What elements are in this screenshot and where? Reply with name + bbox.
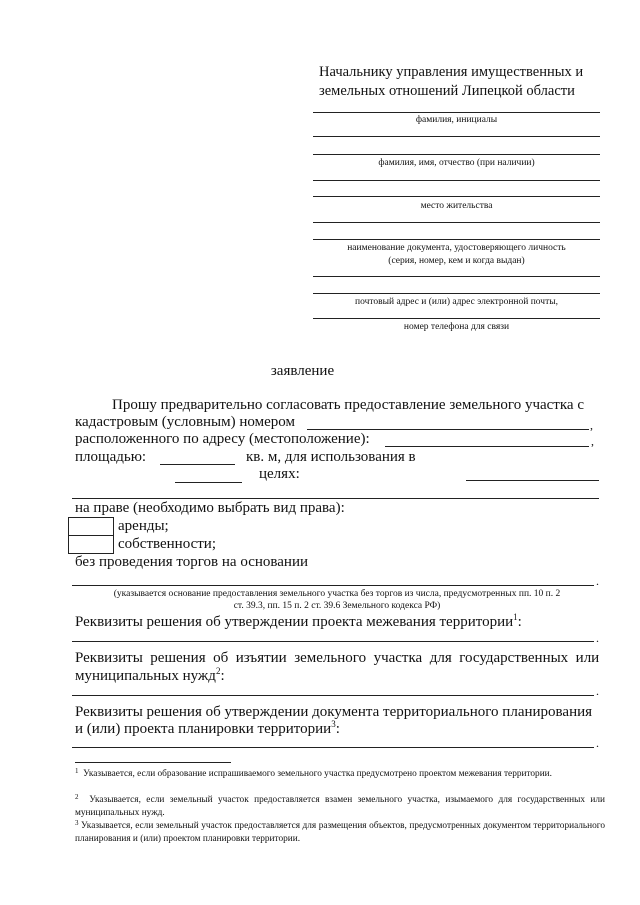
fill-line[interactable] (313, 136, 600, 137)
footnote-1 (75, 768, 605, 781)
period-mark: . (596, 631, 599, 645)
lease-checkbox[interactable] (68, 517, 114, 536)
id-document-line[interactable] (313, 239, 600, 240)
area-label: площадью: (75, 449, 147, 465)
cadastral-label: кадастровым (условным) номером (75, 414, 295, 430)
document-title: заявление (270, 363, 335, 379)
footnote-marker-2: 2 (75, 793, 79, 801)
requisites-seizure-text: муниципальных нужд (75, 668, 216, 684)
footnote-ref-3: 3 (331, 719, 336, 729)
purpose-label: целях: (259, 466, 300, 482)
address-field[interactable] (385, 446, 589, 447)
survey-requisites-field[interactable] (72, 641, 594, 642)
requisites-planning-line-1: Реквизиты решения об утверждении документа территориального планирования (75, 704, 593, 720)
colon-mark: : (220, 668, 225, 684)
seizure-requisites-field[interactable] (72, 695, 594, 696)
fill-line[interactable] (313, 222, 600, 223)
footnote-3 (75, 820, 605, 846)
postal-address-line[interactable] (313, 293, 600, 294)
footnote-1-text: Указывается, если образование испрашиваемого земельного участка предусмотрено проектом межевания территории. (83, 769, 552, 779)
planning-requisites-field[interactable] (72, 747, 594, 748)
purpose-field[interactable] (466, 480, 599, 481)
area-units: кв. м, для использования в (246, 449, 416, 465)
comma-mark: , (591, 434, 594, 448)
footnote-marker-1: 1 (75, 767, 79, 775)
caption-id-document-details: (серия, номер, кем и когда выдан) (388, 256, 525, 266)
ownership-option-label: собственности; (118, 536, 216, 552)
period-mark: . (596, 736, 599, 750)
period-mark: . (596, 684, 599, 698)
footnote-3-text: Указывается, если земельный участок предоставляется для размещения объектов, предусмотренных документом территориального планирования и (или) проектом планировки территории. (75, 821, 606, 844)
address-label: расположенного по адресу (местоположение): (75, 431, 370, 447)
area-field-continued[interactable] (175, 482, 242, 483)
requisites-planning-text: и (или) проекта планировки территории (75, 721, 332, 737)
caption-postal-email: почтовый адрес и (или) адрес электронной почты, (354, 297, 558, 307)
addressee-line-1: Начальнику управления имущественных и (319, 64, 584, 80)
phone-line[interactable] (313, 318, 600, 319)
addressee (319, 63, 609, 101)
requisites-seizure-line-2 (75, 668, 225, 685)
requisites-seizure-line-1: Реквизиты решения об изъятии земельного участка для государственных или (75, 650, 600, 666)
right-type-label: на праве (необходимо выбрать вид права): (75, 500, 345, 516)
fill-line[interactable] (313, 276, 600, 277)
addressee-line-2: земельных отношений Липецкой области (319, 83, 575, 99)
caption-surname-initials: фамилия, инициалы (415, 115, 498, 125)
footnote-separator (75, 762, 231, 763)
requisites-survey-text: Реквизиты решения об утверждении проекта межевания территории (75, 614, 514, 630)
footnote-2-text: Указывается, если земельный участок предоставляется взамен земельного участка, изымаемого для государственных или муниципальных нужд. (75, 795, 605, 818)
basis-note-line-2: ст. 39.3, пп. 15 п. 2 ст. 39.6 Земельного кодекса РФ) (233, 601, 441, 611)
footnote-2 (75, 794, 605, 820)
no-tender-label: без проведения торгов на основании (75, 554, 309, 570)
caption-phone: номер телефона для связи (403, 322, 510, 332)
request-line-1: Прошу предварительно согласовать предоставление земельного участка с (112, 397, 584, 413)
requisites-planning-line-2 (75, 721, 340, 738)
surname-initials-line[interactable] (313, 112, 600, 113)
period-mark: . (596, 574, 599, 588)
ownership-checkbox[interactable] (68, 535, 114, 554)
tender-basis-field[interactable] (72, 585, 594, 586)
purpose-field-continued[interactable] (72, 498, 599, 499)
requisites-survey-label (75, 614, 522, 631)
footnote-ref-1: 1 (513, 612, 518, 622)
fill-line[interactable] (313, 180, 600, 181)
basis-note-line-1: (указывается основание предоставления земельного участка без торгов из числа, предусмотренных пп. 10 п. 2 (113, 589, 561, 599)
caption-id-document: наименование документа, удостоверяющего личность (347, 243, 566, 253)
area-field[interactable] (160, 464, 235, 465)
caption-full-name: фамилия, имя, отчество (при наличии) (378, 158, 535, 168)
caption-residence: место жительства (420, 201, 493, 211)
colon-mark: : (335, 721, 340, 737)
residence-line[interactable] (313, 196, 600, 197)
comma-mark: , (590, 418, 593, 432)
footnote-marker-3: 3 (75, 819, 79, 827)
full-name-line[interactable] (313, 154, 600, 155)
lease-option-label: аренды; (118, 518, 169, 534)
cadastral-number-field[interactable] (307, 429, 589, 430)
colon-mark: : (517, 614, 522, 630)
footnote-ref-2: 2 (215, 666, 221, 676)
